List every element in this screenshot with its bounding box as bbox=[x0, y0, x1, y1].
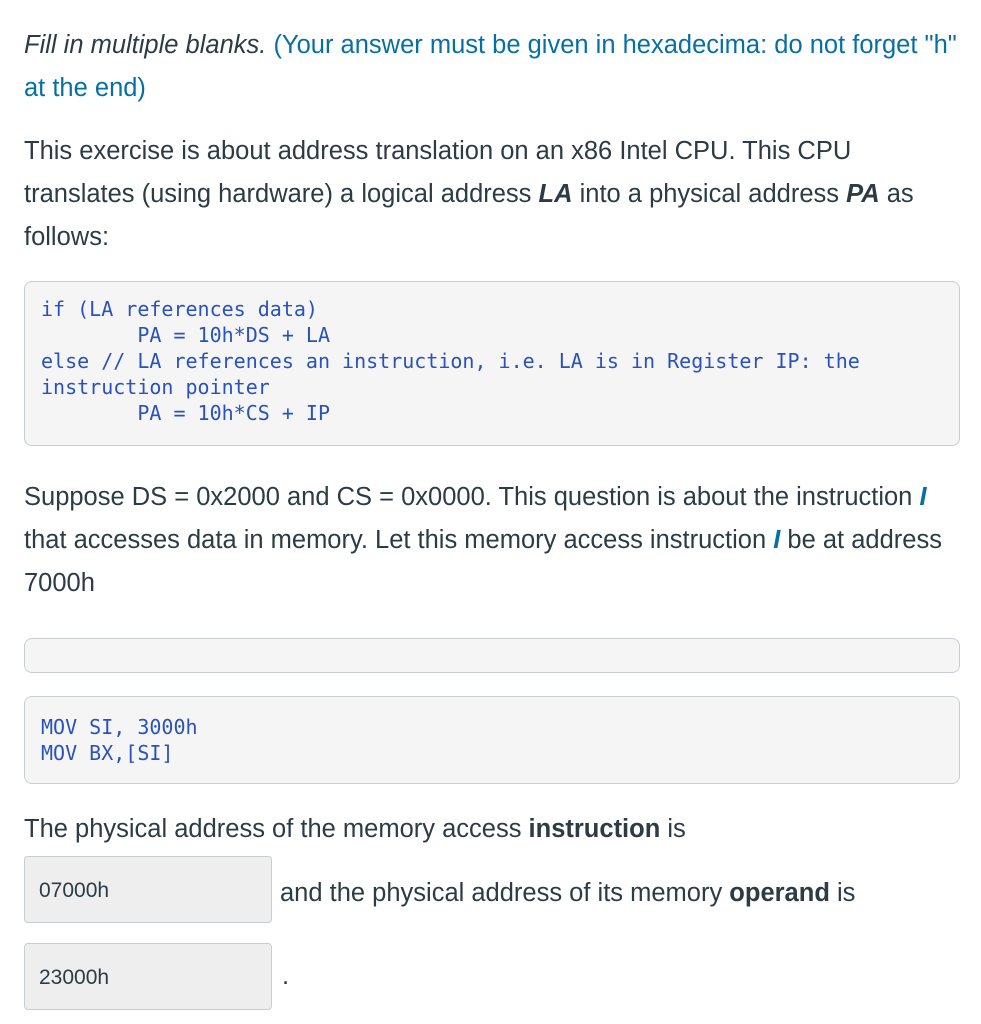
exercise-description bbox=[24, 130, 960, 259]
question-content bbox=[24, 24, 960, 1010]
instruction-i-term: I bbox=[919, 483, 927, 511]
exercise-text-1: This exercise is about address translation on an x86 Intel CPU. This CPU translates (using hardware) a logical address bbox=[24, 137, 852, 208]
translation-code-block: if (LA references data) PA = 10h*DS + LA else // LA references an instruction, i.e. LA is in Register IP: the instruction pointer PA = 10h*CS + IP bbox=[24, 281, 960, 446]
question-prompt bbox=[24, 810, 960, 848]
instruction-pa-answer-input[interactable]: 07000h bbox=[24, 856, 272, 923]
question-text-2: is bbox=[660, 815, 686, 843]
sentence-period: . bbox=[282, 962, 290, 990]
assembly-code-block: MOV SI, 3000h MOV BX,[SI] bbox=[24, 696, 960, 784]
suppose-paragraph bbox=[24, 476, 960, 605]
suppose-text-3: be at address 7000h bbox=[24, 526, 942, 597]
exercise-text-3: as follows: bbox=[24, 180, 914, 251]
pa-term: PA bbox=[846, 180, 880, 208]
question-text-3: and the physical address of its memory bbox=[280, 879, 730, 907]
operand-bold: operand bbox=[729, 879, 830, 907]
operand-pa-answer-input[interactable]: 23000h bbox=[24, 943, 272, 1010]
empty-code-block bbox=[24, 638, 960, 673]
suppose-text-2: that accesses data in memory. Let this memory access instruction bbox=[24, 526, 774, 554]
la-term: LA bbox=[538, 180, 573, 208]
question-text-4: is bbox=[829, 879, 856, 907]
answer-row-2 bbox=[24, 943, 960, 1010]
instruction-bold: instruction bbox=[528, 815, 661, 843]
operand-prompt bbox=[280, 878, 855, 908]
question-type-label: Fill in multiple blanks. bbox=[24, 31, 267, 59]
question-text-1: The physical address of the memory access bbox=[24, 815, 529, 843]
suppose-text-1: Suppose DS = 0x2000 and CS = 0x0000. This question is about the instruction bbox=[24, 483, 920, 511]
hex-format-hint: (Your answer must be given in hexadecima: do not forget "h" at the end) bbox=[24, 31, 957, 102]
exercise-text-2: into a physical address bbox=[572, 180, 847, 208]
question-intro bbox=[24, 24, 960, 110]
instruction-i-term-2: I bbox=[773, 526, 781, 554]
answer-row-1 bbox=[24, 856, 960, 923]
